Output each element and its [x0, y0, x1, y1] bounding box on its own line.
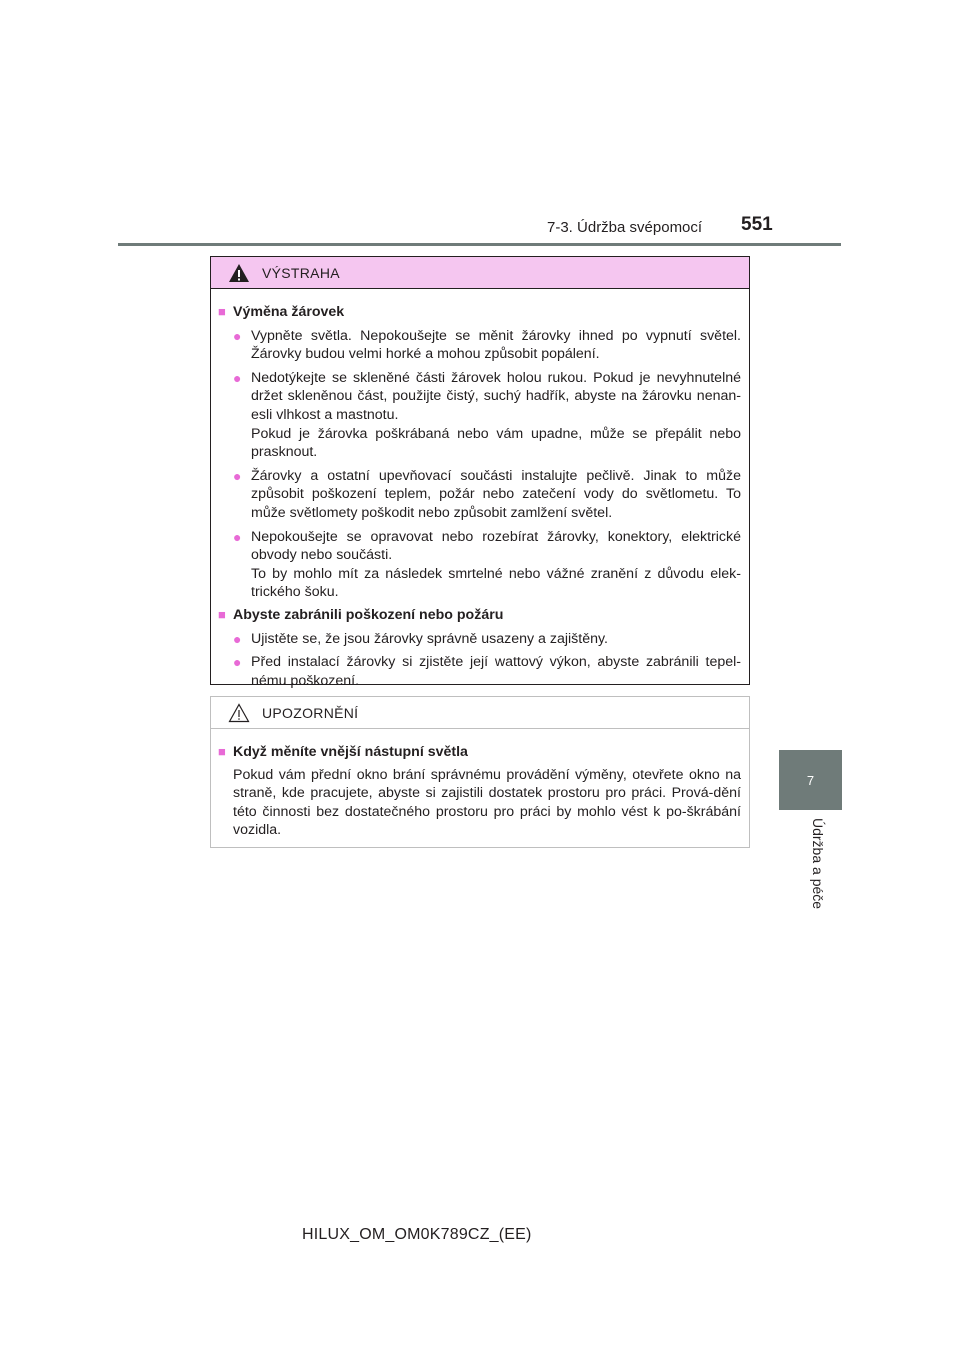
warning-header [211, 257, 749, 289]
warning-item-text [251, 630, 741, 649]
round-bullet-icon: ● [233, 467, 242, 484]
warning-list-item [233, 528, 741, 602]
warning-item-text [251, 653, 741, 690]
round-bullet-icon: ● [233, 327, 242, 344]
notice-box [210, 696, 750, 848]
warning-section-title-text: Výměna žárovek [233, 304, 345, 320]
square-bullet-icon: ■ [218, 744, 226, 759]
warning-item-paragraph: Ujistěte se, že jsou žárovky správně usazeny a zajištěny. [251, 630, 608, 647]
warning-box [210, 256, 750, 689]
round-bullet-icon: ● [233, 654, 242, 671]
notice-section-title [218, 743, 741, 762]
warning-item-paragraph: Nepokoušejte se opravovat nebo rozebírat žárovky, konektory, elektrické obvody nebo součásti. [251, 528, 741, 564]
notice-title: UPOZORNĚNÍ [262, 704, 359, 721]
warning-triangle-outline-icon [228, 703, 250, 723]
warning-item-text [251, 467, 741, 523]
warning-list-item [233, 467, 741, 523]
warning-body [211, 289, 749, 690]
warning-section-title-text: Abyste zabránili poškození nebo požáru [233, 606, 504, 623]
header-divider [118, 243, 841, 246]
warning-section-title [218, 303, 741, 322]
chapter-number: 7 [806, 772, 815, 788]
warning-triangle-filled-icon [228, 263, 250, 283]
square-bullet-icon: ■ [218, 304, 226, 319]
notice-section-title-text: Když měníte vnější nástupní světla [233, 744, 468, 760]
document-code: HILUX_OM_OM0K789CZ_(EE) [302, 1226, 532, 1243]
notice-body [211, 729, 749, 840]
warning-section-title [218, 606, 741, 625]
warning-item-paragraph: Vypněte světla. Nepokoušejte se měnit žárovky ihned po vypnutí světel. Žárovky budou velmi horké a mohou způsobit popálení. [251, 327, 741, 363]
warning-item-paragraph: Před instalací žárovky si zjistěte její wattový výkon, abyste zabránili tepel-nému poškození. [251, 654, 741, 689]
round-bullet-icon: ● [233, 630, 242, 647]
warning-item-paragraph: To by mohlo mít za následek smrtelné nebo vážné zranění z důvodu elek-trického šoku. [251, 565, 741, 601]
warning-list-item [233, 327, 741, 364]
notice-header [211, 697, 749, 729]
square-bullet-icon: ■ [218, 606, 226, 622]
page-number: 551 [741, 214, 773, 235]
warning-item-paragraph: Pokud je žárovka poškrábaná nebo vám upadne, může se přepálit nebo prasknout. [251, 425, 741, 461]
warning-item-text [251, 369, 741, 462]
warning-item-paragraph: Žárovky a ostatní upevňovací součásti instalujte pečlivě. Jinak to může způsobit poškození teplem, požár nebo zatečení vody do světlometu. To může světlomety poškodit nebo způsobit zamlžení světel. [251, 467, 741, 521]
warning-list-item [233, 653, 741, 690]
warning-item-text [251, 528, 741, 602]
chapter-tab [779, 750, 842, 810]
section-header: 7-3. Údržba svépomocí [547, 219, 703, 236]
round-bullet-icon: ● [233, 528, 242, 545]
warning-title: VÝSTRAHA [262, 264, 340, 281]
warning-list-item [233, 630, 741, 649]
round-bullet-icon: ● [233, 369, 242, 386]
warning-item-text [251, 327, 741, 364]
warning-item-paragraph: Nedotýkejte se skleněné části žárovek holou rukou. Pokud je nevyhnutelné držet skleněnou část, použijte čistý, suchý hadřík, abyste na žárovku nenan-esli vlhkost a mastnotu. [251, 369, 741, 423]
warning-list-item [233, 369, 741, 462]
notice-text: Pokud vám přední okno brání správnému provádění výměny, otevřete okno na straně, kde pracujete, abyste si zajistili dostatek prostoru pro práci. Prová-dění této činnosti bez dostatečného prostoru pro práci by mohlo vést k po-škrábání vozidla. [233, 766, 741, 839]
chapter-title: Údržba a péče [810, 818, 826, 910]
